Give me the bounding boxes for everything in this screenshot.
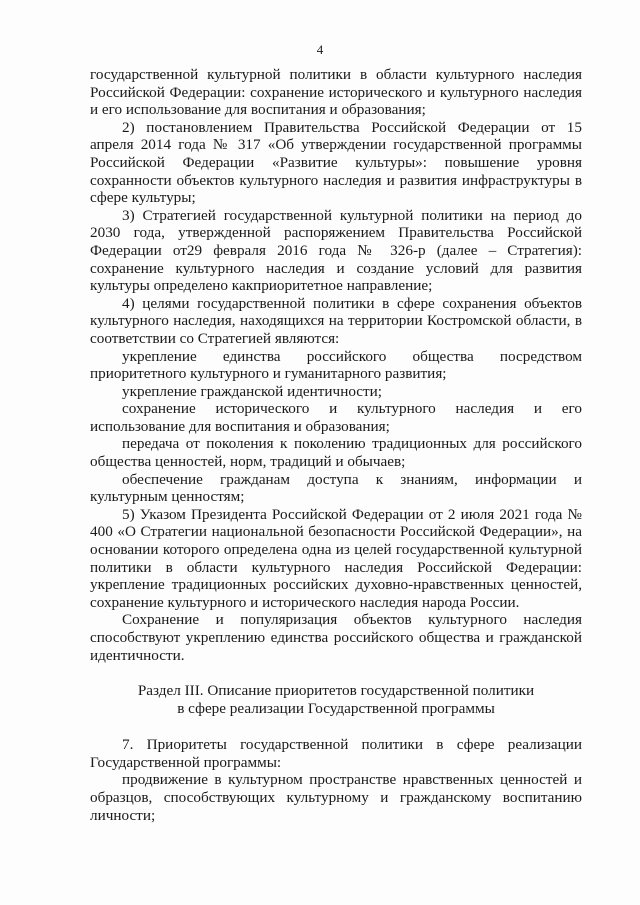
paragraph-group-top	[90, 66, 582, 664]
paragraph: передача от поколения к поколению традиционных для российского общества ценностей, норм, традиций и обычаев;	[90, 435, 582, 471]
paragraph: 2) постановлением Правительства Российской Федерации от 15 апреля 2014 года № 317 «Об утверждении государственной программы Российской Федерации «Развитие культуры»: повышение уровня сохранности объектов культурного наследия и развития инфраструктуры в сфере культуры;	[90, 118, 582, 207]
paragraph: 3) Стратегией государственной культурной политики на период до 2030 года, утвержденной распоряжением Правительства Российской Федерации от29 февраля 2016 года № 326-р (далее – Стратегия): сохранение культурного наследия и создание условий для развития культуры определено какприоритетное направление;	[90, 206, 582, 295]
page-number: 4	[316, 42, 324, 57]
paragraph: укрепление единства российского общества посредством приоритетного культурного и гуманитарного развития;	[90, 347, 582, 383]
paragraph: 4) целями государственной политики в сфере сохранения объектов культурного наследия, находящихся на территории Костромской области, в соответствии со Стратегией являются:	[90, 294, 582, 347]
paragraph: государственной культурной политики в области культурного наследия Российской Федерации: сохранение исторического и культурного наследия и его использование для воспитания и образования;	[90, 66, 582, 119]
paragraph: Сохранение и популяризация объектов культурного наследия способствуют укреплению единства российского общества и гражданской идентичности.	[90, 611, 582, 664]
section-heading	[90, 682, 582, 718]
paragraph: укрепление гражданской идентичности;	[122, 382, 383, 400]
document-body	[90, 66, 582, 824]
section-heading-line-1: Раздел III. Описание приоритетов государственной политики	[137, 682, 535, 700]
section-heading-line-2: в сфере реализации Государственной программы	[177, 700, 495, 718]
paragraph: продвижение в культурном пространстве нравственных ценностей и образцов, способствующих культурному и гражданскому воспитанию личности;	[90, 771, 582, 824]
paragraph: сохранение исторического и культурного наследия и его использование для воспитания и образования;	[90, 400, 582, 435]
paragraph: обеспечение гражданам доступа к знаниям, информации и культурным ценностям;	[90, 470, 582, 506]
paragraph: 5) Указом Президента Российской Федерации от 2 июля 2021 года № 400 «О Стратегии национальной безопасности Российской Федерации», на основании которого определена одна из целей государственной культурной политики в области культурного наследия Российской Федерации: укрепление традиционных российских духовно-нравственных ценностей, сохранение культурного и исторического наследия народа России.	[90, 505, 582, 611]
paragraph-group-bottom	[90, 736, 582, 824]
paragraph: 7. Приоритеты государственной политики в сфере реализации Государственной программы:	[90, 736, 582, 771]
